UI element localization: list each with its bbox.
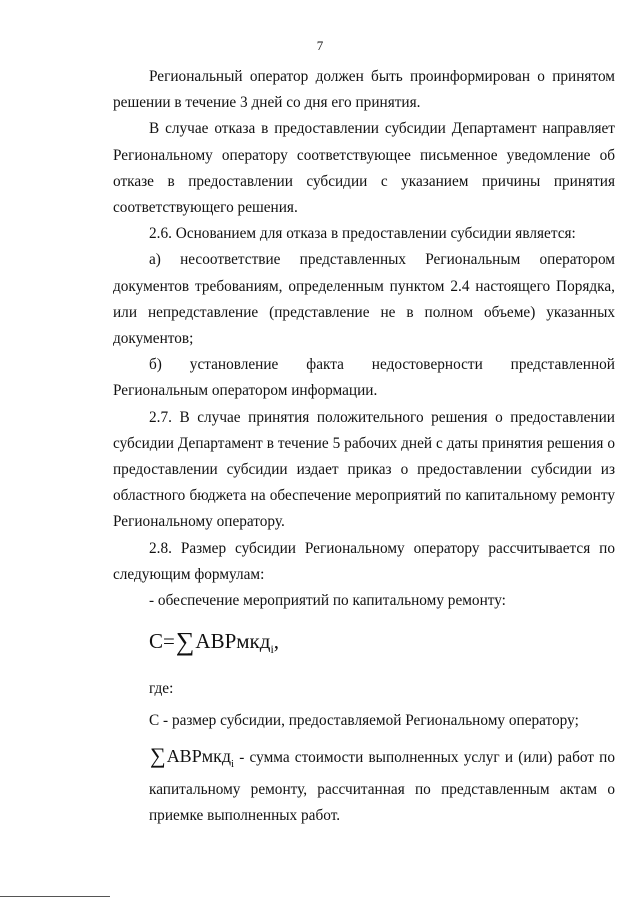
formula-tail: ,: [273, 629, 280, 654]
inline-formula-term: АВРмкд: [166, 745, 231, 766]
inline-sum-symbol-icon: ∑: [150, 742, 166, 768]
paragraph-notification: Региональный оператор должен быть проинформирован о принятом решении в течение 3 дней со дня его принятия.: [113, 68, 615, 112]
paragraph-2-6-b: б) установление факта недостоверности представленной Региональным оператором информации.: [113, 356, 615, 400]
paragraph-capital-repair: - обеспечение мероприятий по капитальному ремонту:: [149, 592, 506, 610]
inline-formula: [149, 742, 235, 770]
formula-term: АВРмкд: [195, 629, 271, 654]
footer-line: [0, 896, 110, 897]
paragraph-2-6: 2.6. Основанием для отказа в предоставлении субсидии является:: [149, 225, 576, 243]
document-body: [113, 64, 615, 829]
inline-formula-subscript: i: [231, 757, 235, 770]
definition-sum-text: - сумма стоимости выполненных услуг и (или) работ по капитальному ремонту, рассчитанная по представленным актам о приемке выполненных работ.: [149, 748, 615, 825]
paragraph-refusal-notice: В случае отказа в предоставлении субсидии Департамент направляет Региональному оператору соответствующее письменное уведомление об отказе в предоставлении субсидии с указанием причины принятия соответствующего решения.: [113, 120, 615, 217]
page-number: 7: [316, 38, 324, 53]
paragraph-2-7: 2.7. В случае принятия положительного решения о предоставлении субсидии Департамент в течение 5 рабочих дней с даты принятия решения о предоставлении субсидии издает приказ о предоставлении субсидии из областного бюджета на обеспечение мероприятий по капитальному ремонту Региональному оператору.: [113, 408, 615, 531]
formula-lhs: С=: [149, 629, 175, 654]
where-label: где:: [149, 680, 174, 698]
subsidy-formula: [149, 620, 615, 670]
definition-sum: [113, 743, 615, 830]
formula-subscript: i: [270, 642, 274, 657]
paragraph-2-6-a: а) несоответствие представленных Региональным оператором документов требованиям, определенным пунктом 2.4 настоящего Порядка, или непредставление (представление не в полном объеме) указанных документов;: [113, 251, 615, 348]
sum-symbol-icon: ∑: [175, 627, 195, 657]
paragraph-2-8: 2.8. Размер субсидии Региональному оператору рассчитывается по следующим формулам:: [113, 539, 615, 583]
definition-c: С - размер субсидии, предоставляемой Региональному оператору;: [149, 712, 579, 730]
